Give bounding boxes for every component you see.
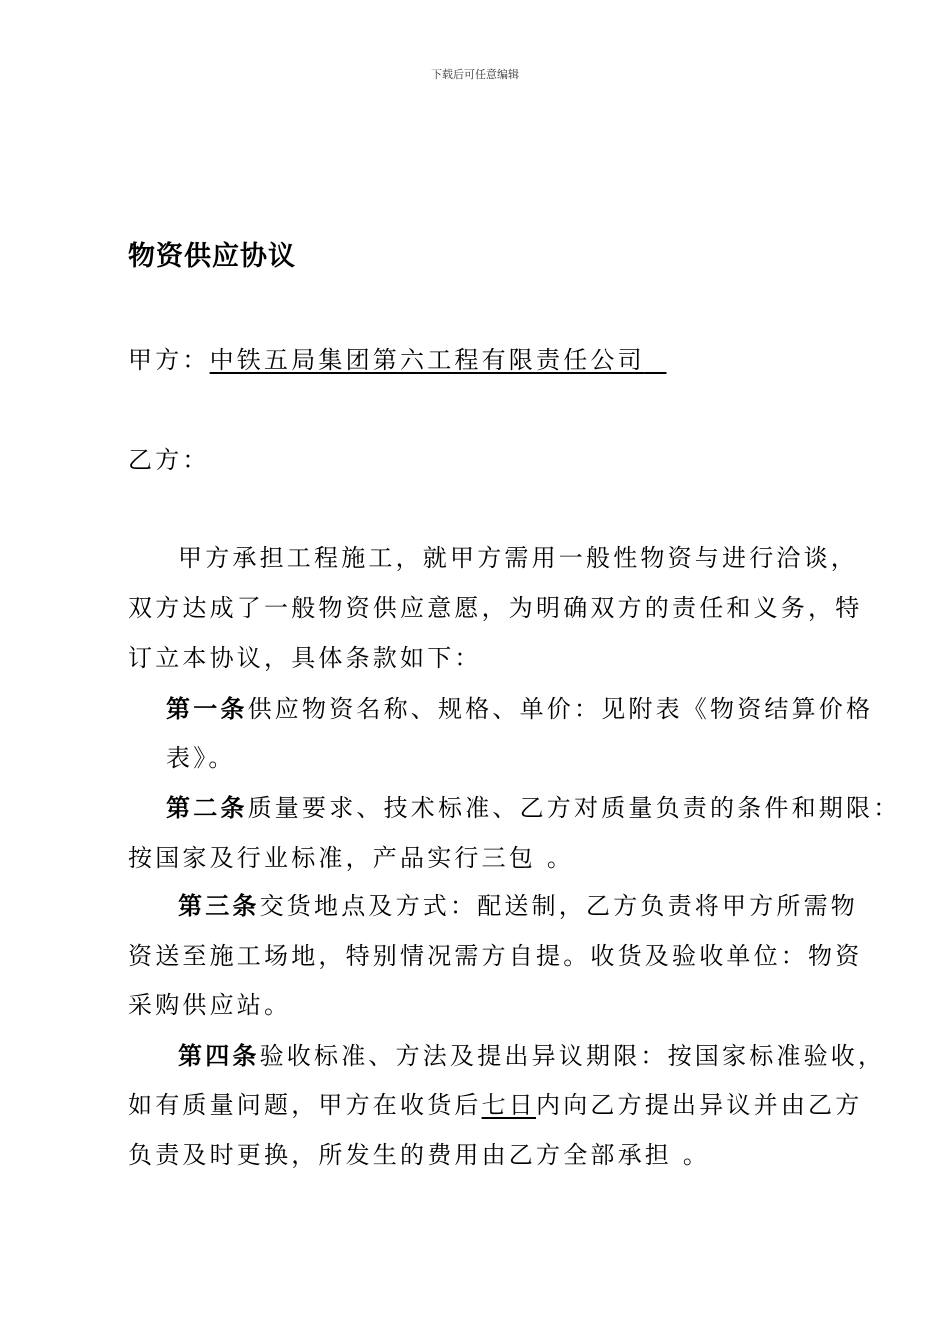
intro-line-3: 订立本协议，具体条款如下：	[128, 644, 482, 672]
article-3-line-3: 采购供应站。	[128, 991, 292, 1019]
article-3-line-1	[178, 886, 858, 921]
article-4-label: 第四条	[178, 1041, 260, 1070]
article-1-label: 第一条	[166, 694, 248, 723]
page-header: 下载后可任意编辑	[431, 68, 519, 81]
article-4-line-1	[178, 1036, 885, 1071]
intro-line-1: 甲方承担工程施工，就甲方需用一般性物资与进行洽谈，	[178, 544, 858, 572]
article-3-line-2: 资送至施工场地，特别情况需方自提。收货及验收单位：物资	[128, 942, 863, 970]
article-1-text: 供应物资名称、规格、单价：见附表《物资结算价格	[247, 695, 874, 723]
article-2-line-2: 按国家及行业标准，产品实行三包 。	[128, 844, 575, 872]
party-a-value: 中铁五局集团第六工程有限责任公司	[209, 346, 645, 374]
party-b-label: 乙方：	[128, 446, 210, 474]
article-3-label: 第三条	[178, 891, 260, 920]
article-3-text: 交货地点及方式：配送制，乙方负责将甲方所需物	[259, 892, 859, 920]
article-2-text: 质量要求、技术标准、乙方对质量负责的条件和期限：	[247, 794, 901, 822]
article-2-label: 第二条	[166, 793, 248, 822]
article-4-line-3: 负责及时更换，所发生的费用由乙方全部承担 。	[128, 1141, 711, 1169]
intro-line-2: 双方达成了一般物资供应意愿，为明确双方的责任和义务，特	[128, 594, 863, 622]
article-2-line-1	[166, 788, 900, 823]
article-1-line-1	[166, 689, 873, 724]
article-4-text: 验收标准、方法及提出异议期限：按国家标准验收，	[259, 1042, 886, 1070]
party-a-label: 甲方：	[128, 346, 210, 374]
article-4-line-2: 如有质量问题，甲方在收货后七日内向乙方提出异议并由乙方	[128, 1091, 863, 1119]
document-title: 物资供应协议	[128, 241, 296, 272]
party-a-line	[128, 340, 666, 375]
article-1-line-2: 表》。	[166, 744, 236, 772]
deadline-days: 七日	[481, 1091, 537, 1119]
